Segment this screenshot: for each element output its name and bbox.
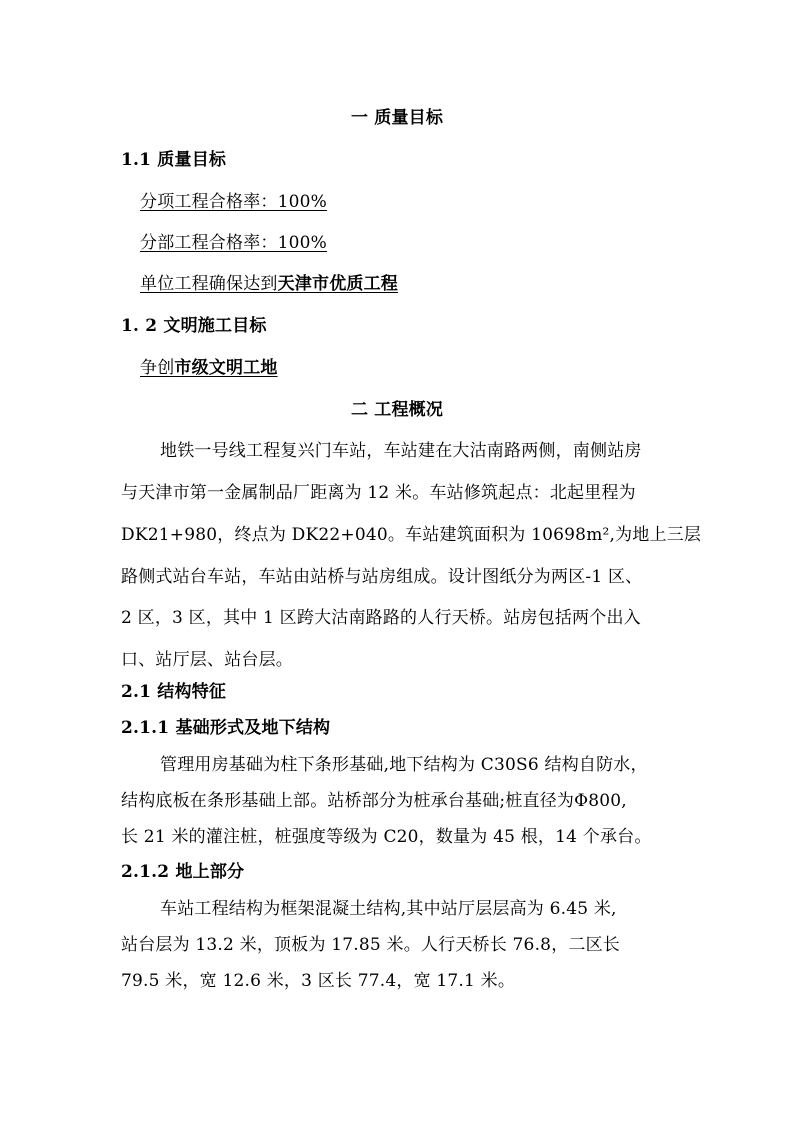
foundation-line: 长 21 米的灌注桩，桩强度等级为 C20，数量为 45 根，14 个承台。	[121, 827, 652, 847]
heading-1-2: 1. 2 文明施工目标	[121, 316, 267, 336]
goal-item-civilized-site-bold: 市级文明工地	[174, 358, 278, 378]
goal-item-civilized-site	[140, 358, 278, 378]
overview-line: 路侧式站台车站，车站由站桥与站房组成。设计图纸分为两区-1 区、	[121, 567, 643, 587]
overview-line: 地铁一号线工程复兴门车站，车站建在大沽南路两侧，南侧站房	[160, 441, 642, 461]
section-title-project-overview: 二 工程概况	[350, 400, 444, 420]
goal-item-unit-project-bold: 天津市优质工程	[277, 274, 399, 294]
foundation-line: 结构底板在条形基础上部。站桥部分为桩承台基础;桩直径为Φ800,	[121, 791, 627, 811]
foundation-line: 管理用房基础为柱下条形基础,地下结构为 C30S6 结构自防水，	[160, 755, 648, 775]
heading-2-1-1: 2.1.1 基础形式及地下结构	[121, 718, 331, 738]
above-ground-line: 79.5 米，宽 12.6 米，3 区长 77.4，宽 17.1 米。	[121, 971, 516, 991]
overview-line: DK21+980，终点为 DK22+040。车站建筑面积为 10698m²,为地上三层	[121, 525, 702, 545]
overview-line: 与天津市第一金属制品厂距离为 12 米。车站修筑起点：北起里程为	[121, 483, 636, 503]
above-ground-line: 站台层为 13.2 米，顶板为 17.85 米。人行天桥长 76.8，二区长	[121, 935, 620, 955]
heading-2-1: 2.1 结构特征	[121, 682, 227, 702]
heading-1-1: 1.1 质量目标	[121, 150, 227, 170]
overview-line: 口、站厅层、站台层。	[121, 650, 293, 670]
goal-item-unit-project	[140, 274, 398, 294]
section-title-quality-goals: 一 质量目标	[350, 108, 444, 128]
goal-item-civilized-site-prefix: 争创	[140, 358, 175, 378]
goal-item-unit-project-prefix: 单位工程确保达到	[140, 274, 278, 294]
heading-2-1-2: 2.1.2 地上部分	[121, 862, 245, 882]
above-ground-line: 车站工程结构为框架混凝土结构,其中站厅层层高为 6.45 米,	[160, 899, 617, 919]
goal-item-subitem-pass-rate: 分项工程合格率：100%	[140, 192, 328, 212]
goal-item-division-pass-rate: 分部工程合格率：100%	[140, 233, 328, 253]
overview-line: 2 区，3 区，其中 1 区跨大沽南路路的人行天桥。站房包括两个出入	[121, 608, 641, 628]
